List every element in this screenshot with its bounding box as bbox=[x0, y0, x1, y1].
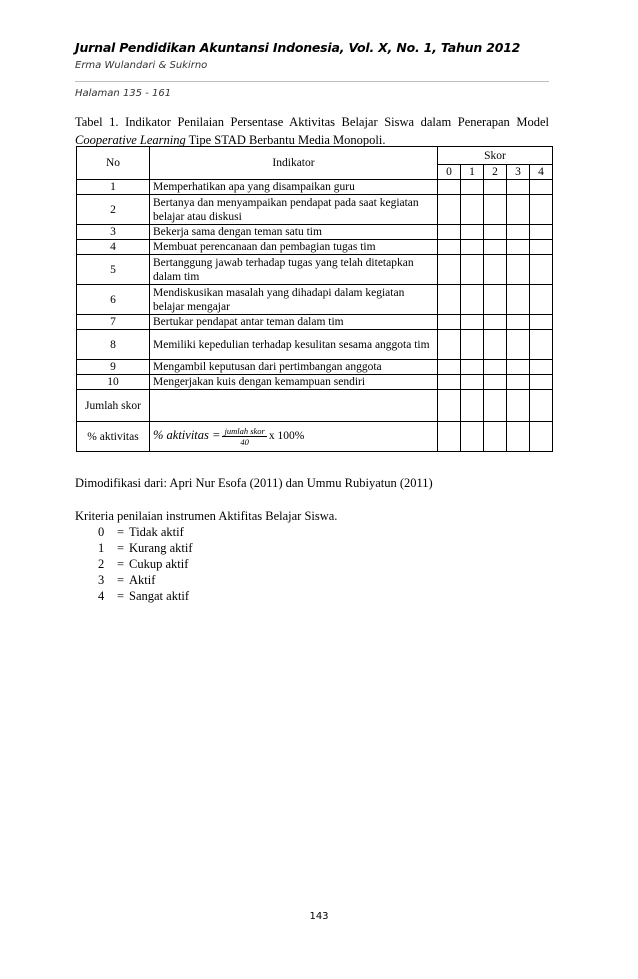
criteria-score: 1 bbox=[98, 541, 105, 555]
score-cell bbox=[438, 315, 461, 330]
header-no: No bbox=[77, 147, 150, 180]
score-cell bbox=[438, 240, 461, 255]
score-cell bbox=[530, 240, 553, 255]
criteria-score: 3 bbox=[98, 573, 105, 587]
score-cell bbox=[507, 375, 530, 390]
row-number: 2 bbox=[77, 195, 150, 225]
formula-denominator: 40 bbox=[240, 437, 249, 447]
score-cell bbox=[507, 195, 530, 225]
row-indicator: Mengambil keputusan dari pertimbangan anggota bbox=[150, 360, 438, 375]
criteria-label: Cukup aktif bbox=[129, 557, 189, 571]
score-cell bbox=[484, 330, 507, 360]
caption-rest: Tipe STAD Berbantu Media Monopoli. bbox=[185, 133, 386, 147]
row-indicator: Memperhatikan apa yang disampaikan guru bbox=[150, 180, 438, 195]
page-number: 143 bbox=[309, 911, 329, 922]
score-cell bbox=[484, 240, 507, 255]
formula-lhs: % aktivitas = bbox=[153, 428, 221, 443]
row-indicator: Memiliki kepedulian terhadap kesulitan sesama anggota tim bbox=[150, 330, 438, 360]
score-cell bbox=[507, 225, 530, 240]
row-number: 5 bbox=[77, 255, 150, 285]
score-cell bbox=[461, 180, 484, 195]
score-cell bbox=[461, 285, 484, 315]
table-row bbox=[77, 330, 553, 360]
score-cell bbox=[461, 375, 484, 390]
header-row-1 bbox=[77, 147, 553, 165]
score-label-4: 4 bbox=[530, 165, 553, 180]
score-cell bbox=[507, 180, 530, 195]
score-cell bbox=[484, 390, 507, 422]
table-row bbox=[77, 315, 553, 330]
page-range: Halaman 135 - 161 bbox=[75, 88, 172, 99]
row-indicator: Bertanggung jawab terhadap tugas yang telah ditetapkan dalam tim bbox=[150, 255, 438, 285]
row-number: 4 bbox=[77, 240, 150, 255]
score-cell bbox=[530, 285, 553, 315]
percentage-row bbox=[77, 422, 553, 452]
row-number: 3 bbox=[77, 225, 150, 240]
formula-rhs: x 100% bbox=[268, 430, 305, 443]
percentage-label: % aktivitas bbox=[77, 422, 150, 452]
score-cell bbox=[530, 422, 553, 452]
score-cell bbox=[530, 330, 553, 360]
score-cell bbox=[484, 255, 507, 285]
score-cell bbox=[461, 195, 484, 225]
score-cell bbox=[530, 315, 553, 330]
table-row bbox=[77, 375, 553, 390]
caption-italic-term: Cooperative Learning bbox=[75, 133, 186, 147]
criteria-item bbox=[98, 524, 193, 540]
score-cell bbox=[438, 255, 461, 285]
table-row bbox=[77, 225, 553, 240]
score-cell bbox=[461, 360, 484, 375]
row-indicator: Bertanya dan menyampaikan pendapat pada saat kegiatan belajar atau diskusi bbox=[150, 195, 438, 225]
criteria-equals: = bbox=[116, 573, 125, 587]
score-cell bbox=[461, 225, 484, 240]
criteria-score: 4 bbox=[98, 589, 105, 603]
criteria-item bbox=[98, 588, 193, 604]
criteria-item bbox=[98, 540, 193, 556]
score-cell bbox=[461, 390, 484, 422]
criteria-equals: = bbox=[116, 589, 125, 603]
score-cell bbox=[438, 225, 461, 240]
author-line: Erma Wulandari & Sukirno bbox=[75, 60, 208, 71]
score-cell bbox=[530, 180, 553, 195]
score-cell bbox=[530, 360, 553, 375]
table-row bbox=[77, 195, 553, 225]
score-cell bbox=[438, 180, 461, 195]
row-number: 9 bbox=[77, 360, 150, 375]
score-label-0: 0 bbox=[438, 165, 461, 180]
score-cell bbox=[484, 422, 507, 452]
score-cell bbox=[438, 285, 461, 315]
score-cell bbox=[484, 195, 507, 225]
row-indicator: Bertukar pendapat antar teman dalam tim bbox=[150, 315, 438, 330]
criteria-equals: = bbox=[116, 557, 125, 571]
score-cell bbox=[484, 285, 507, 315]
criteria-equals: = bbox=[116, 541, 125, 555]
score-cell bbox=[438, 390, 461, 422]
score-cell bbox=[438, 330, 461, 360]
criteria-item bbox=[98, 556, 193, 572]
score-cell bbox=[438, 375, 461, 390]
criteria-label: Kurang aktif bbox=[129, 541, 193, 555]
score-cell bbox=[484, 375, 507, 390]
score-cell bbox=[461, 240, 484, 255]
score-cell bbox=[461, 330, 484, 360]
table-caption bbox=[75, 113, 549, 149]
table-row bbox=[77, 360, 553, 375]
score-cell bbox=[507, 390, 530, 422]
row-indicator: Membuat perencanaan dan pembagian tugas tim bbox=[150, 240, 438, 255]
score-cell bbox=[507, 360, 530, 375]
score-cell bbox=[507, 285, 530, 315]
score-cell bbox=[461, 255, 484, 285]
score-cell bbox=[530, 390, 553, 422]
formula-fraction bbox=[222, 426, 266, 447]
criteria-item bbox=[98, 572, 193, 588]
score-cell bbox=[484, 360, 507, 375]
score-cell bbox=[530, 375, 553, 390]
score-label-3: 3 bbox=[507, 165, 530, 180]
row-number: 10 bbox=[77, 375, 150, 390]
total-row bbox=[77, 390, 553, 422]
row-indicator: Mengerjakan kuis dengan kemampuan sendiri bbox=[150, 375, 438, 390]
score-cell bbox=[461, 422, 484, 452]
percentage-formula bbox=[150, 422, 438, 452]
score-cell bbox=[438, 422, 461, 452]
indicator-table bbox=[76, 146, 553, 452]
score-cell bbox=[530, 225, 553, 240]
total-value bbox=[150, 390, 438, 422]
row-indicator: Bekerja sama dengan teman satu tim bbox=[150, 225, 438, 240]
criteria-score: 2 bbox=[98, 557, 105, 571]
row-number: 6 bbox=[77, 285, 150, 315]
score-cell bbox=[507, 255, 530, 285]
score-cell bbox=[507, 240, 530, 255]
score-cell bbox=[484, 180, 507, 195]
score-cell bbox=[438, 360, 461, 375]
row-indicator: Mendiskusikan masalah yang dihadapi dalam kegiatan belajar mengajar bbox=[150, 285, 438, 315]
score-cell bbox=[507, 315, 530, 330]
criteria-equals: = bbox=[116, 525, 125, 539]
score-cell bbox=[461, 315, 484, 330]
score-cell bbox=[530, 255, 553, 285]
row-number: 7 bbox=[77, 315, 150, 330]
table-row bbox=[77, 285, 553, 315]
criteria-list bbox=[98, 524, 193, 604]
criteria-score: 0 bbox=[98, 525, 105, 539]
criteria-label: Sangat aktif bbox=[129, 589, 190, 603]
criteria-label: Aktif bbox=[129, 573, 156, 587]
table-row bbox=[77, 180, 553, 195]
score-cell bbox=[438, 195, 461, 225]
criteria-title: Kriteria penilaian instrumen Aktifitas Belajar Siswa. bbox=[75, 509, 338, 523]
table-row bbox=[77, 255, 553, 285]
row-number: 1 bbox=[77, 180, 150, 195]
header-skor: Skor bbox=[438, 147, 553, 165]
caption-line-1: Tabel 1. Indikator Penilaian Persentase Aktivitas Belajar Siswa dalam Penerapan Model bbox=[75, 115, 549, 129]
score-label-1: 1 bbox=[461, 165, 484, 180]
header-divider bbox=[75, 81, 549, 82]
header-indikator: Indikator bbox=[150, 147, 438, 180]
criteria-label: Tidak aktif bbox=[129, 525, 184, 539]
formula-numerator: jumlah skor bbox=[224, 426, 265, 436]
table-row bbox=[77, 240, 553, 255]
score-cell bbox=[530, 195, 553, 225]
score-label-2: 2 bbox=[484, 165, 507, 180]
journal-title: Jurnal Pendidikan Akuntansi Indonesia, Vol. X, No. 1, Tahun 2012 bbox=[75, 40, 521, 55]
row-number: 8 bbox=[77, 330, 150, 360]
score-cell bbox=[507, 422, 530, 452]
score-cell bbox=[507, 330, 530, 360]
total-label: Jumlah skor bbox=[77, 390, 150, 422]
source-note: Dimodifikasi dari: Apri Nur Esofa (2011) dan Ummu Rubiyatun (2011) bbox=[75, 476, 433, 490]
score-cell bbox=[484, 225, 507, 240]
score-cell bbox=[484, 315, 507, 330]
